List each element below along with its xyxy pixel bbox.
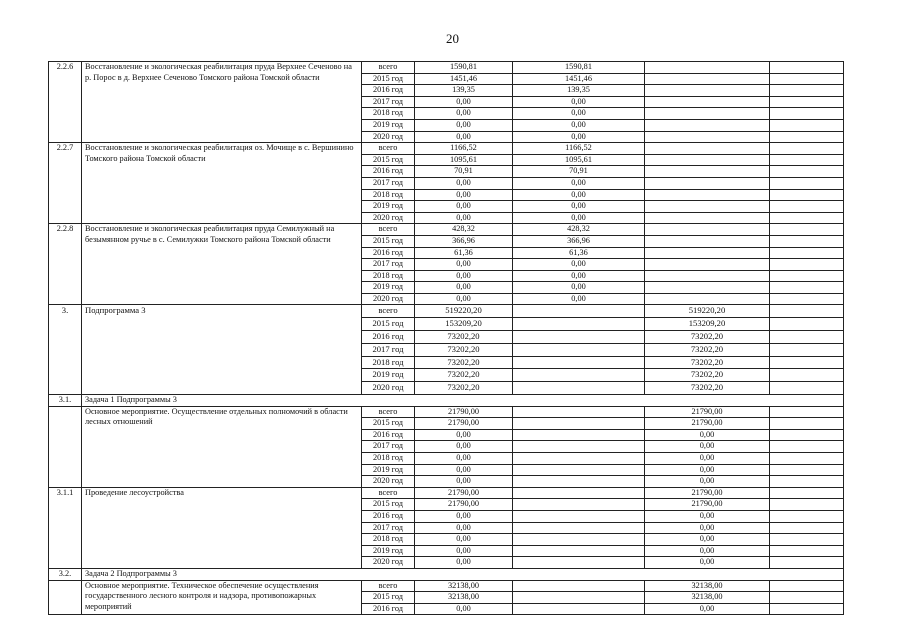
federal-budget-cell: 153209,20 [645, 318, 770, 331]
regional-budget-cell: 366,96 [513, 235, 645, 247]
regional-budget-cell [513, 603, 645, 615]
federal-budget-cell [645, 247, 770, 259]
regional-budget-cell [513, 557, 645, 569]
regional-budget-cell [513, 580, 645, 592]
item-code: 3.1.1 [49, 487, 82, 568]
regional-budget-cell [513, 534, 645, 546]
federal-budget-cell: 519220,20 [645, 305, 770, 318]
period-cell: 2018 год [362, 189, 415, 201]
federal-budget-cell [645, 189, 770, 201]
task-row [49, 568, 844, 580]
period-cell: 2020 год [362, 382, 415, 395]
total-cell: 0,00 [415, 259, 513, 271]
total-cell: 0,00 [415, 522, 513, 534]
total-cell: 0,00 [415, 510, 513, 522]
regional-budget-cell: 139,35 [513, 85, 645, 97]
regional-budget-cell: 1590,81 [513, 62, 645, 74]
federal-budget-cell [645, 96, 770, 108]
total-cell: 32138,00 [415, 580, 513, 592]
regional-budget-cell: 0,00 [513, 108, 645, 120]
regional-budget-cell [513, 418, 645, 430]
total-cell: 519220,20 [415, 305, 513, 318]
federal-budget-cell [645, 224, 770, 236]
other-cell [770, 189, 844, 201]
federal-budget-cell: 0,00 [645, 453, 770, 465]
total-cell: 0,00 [415, 108, 513, 120]
federal-budget-cell: 21790,00 [645, 499, 770, 511]
period-cell: 2015 год [362, 318, 415, 331]
period-cell: всего [362, 224, 415, 236]
table-row [49, 62, 844, 74]
period-cell: 2018 год [362, 108, 415, 120]
item-code [49, 580, 82, 615]
total-cell: 32138,00 [415, 592, 513, 604]
item-name: Подпрограмма 3 [82, 305, 362, 395]
federal-budget-cell: 73202,20 [645, 331, 770, 344]
regional-budget-cell [513, 369, 645, 382]
period-cell: 2019 год [362, 119, 415, 131]
other-cell [770, 592, 844, 604]
other-cell [770, 224, 844, 236]
period-cell: 2017 год [362, 343, 415, 356]
other-cell [770, 73, 844, 85]
other-cell [770, 108, 844, 120]
other-cell [770, 580, 844, 592]
regional-budget-cell [513, 499, 645, 511]
regional-budget-cell: 0,00 [513, 270, 645, 282]
total-cell: 0,00 [415, 557, 513, 569]
regional-budget-cell [513, 453, 645, 465]
other-cell [770, 201, 844, 213]
federal-budget-cell [645, 293, 770, 305]
other-cell [770, 235, 844, 247]
federal-budget-cell: 32138,00 [645, 580, 770, 592]
federal-budget-cell: 32138,00 [645, 592, 770, 604]
period-cell: 2017 год [362, 96, 415, 108]
total-cell: 1166,52 [415, 143, 513, 155]
total-cell: 0,00 [415, 453, 513, 465]
federal-budget-cell: 21790,00 [645, 487, 770, 499]
period-cell: 2018 год [362, 270, 415, 282]
total-cell: 0,00 [415, 212, 513, 224]
item-name: Основное мероприятие. Техническое обеспечение осуществления государственного лесного контроля и надзора, противопожарных мероприятий [82, 580, 362, 615]
regional-budget-cell [513, 406, 645, 418]
total-cell: 61,36 [415, 247, 513, 259]
total-cell: 0,00 [415, 131, 513, 143]
period-cell: 2019 год [362, 464, 415, 476]
other-cell [770, 282, 844, 294]
other-cell [770, 293, 844, 305]
total-cell: 153209,20 [415, 318, 513, 331]
period-cell: 2020 год [362, 476, 415, 488]
other-cell [770, 212, 844, 224]
item-code: 2.2.7 [49, 143, 82, 224]
period-cell: всего [362, 143, 415, 155]
period-cell: всего [362, 305, 415, 318]
other-cell [770, 247, 844, 259]
federal-budget-cell [645, 73, 770, 85]
other-cell [770, 331, 844, 344]
regional-budget-cell: 428,32 [513, 224, 645, 236]
regional-budget-cell: 0,00 [513, 259, 645, 271]
other-cell [770, 453, 844, 465]
federal-budget-cell: 0,00 [645, 603, 770, 615]
federal-budget-cell: 0,00 [645, 429, 770, 441]
total-cell: 73202,20 [415, 382, 513, 395]
federal-budget-cell [645, 154, 770, 166]
federal-budget-cell [645, 166, 770, 178]
total-cell: 73202,20 [415, 343, 513, 356]
other-cell [770, 305, 844, 318]
regional-budget-cell: 0,00 [513, 212, 645, 224]
task-title: Задача 2 Подпрограммы 3 [82, 568, 844, 580]
period-cell: 2015 год [362, 73, 415, 85]
total-cell: 1590,81 [415, 62, 513, 74]
other-cell [770, 356, 844, 369]
period-cell: 2015 год [362, 418, 415, 430]
total-cell: 0,00 [415, 429, 513, 441]
page-number: 20 [446, 31, 459, 46]
total-cell: 70,91 [415, 166, 513, 178]
other-cell [770, 177, 844, 189]
federal-budget-cell: 0,00 [645, 464, 770, 476]
federal-budget-cell [645, 108, 770, 120]
regional-budget-cell: 0,00 [513, 177, 645, 189]
other-cell [770, 85, 844, 97]
total-cell: 0,00 [415, 96, 513, 108]
regional-budget-cell: 0,00 [513, 131, 645, 143]
period-cell: 2017 год [362, 259, 415, 271]
table-row [49, 580, 844, 592]
period-cell: 2020 год [362, 557, 415, 569]
other-cell [770, 557, 844, 569]
regional-budget-cell: 70,91 [513, 166, 645, 178]
federal-budget-cell: 0,00 [645, 557, 770, 569]
total-cell: 21790,00 [415, 499, 513, 511]
federal-budget-cell [645, 85, 770, 97]
regional-budget-cell: 0,00 [513, 201, 645, 213]
federal-budget-cell [645, 259, 770, 271]
other-cell [770, 259, 844, 271]
other-cell [770, 131, 844, 143]
item-code: 3.1. [49, 395, 82, 407]
other-cell [770, 343, 844, 356]
other-cell [770, 406, 844, 418]
other-cell [770, 499, 844, 511]
period-cell: 2015 год [362, 154, 415, 166]
other-cell [770, 545, 844, 557]
regional-budget-cell: 0,00 [513, 189, 645, 201]
period-cell: всего [362, 580, 415, 592]
federal-budget-cell [645, 131, 770, 143]
period-cell: 2019 год [362, 545, 415, 557]
period-cell: 2017 год [362, 441, 415, 453]
table-body [49, 62, 844, 615]
period-cell: 2019 год [362, 201, 415, 213]
total-cell: 428,32 [415, 224, 513, 236]
federal-budget-cell [645, 270, 770, 282]
regional-budget-cell [513, 331, 645, 344]
total-cell: 139,35 [415, 85, 513, 97]
other-cell [770, 441, 844, 453]
table-row [49, 143, 844, 155]
total-cell: 0,00 [415, 119, 513, 131]
other-cell [770, 96, 844, 108]
period-cell: 2016 год [362, 166, 415, 178]
other-cell [770, 154, 844, 166]
item-code [49, 406, 82, 487]
regional-budget-cell [513, 510, 645, 522]
task-title: Задача 1 Подпрограммы 3 [82, 395, 844, 407]
other-cell [770, 166, 844, 178]
regional-budget-cell [513, 522, 645, 534]
period-cell: 2020 год [362, 131, 415, 143]
period-cell: 2017 год [362, 522, 415, 534]
regional-budget-cell: 0,00 [513, 96, 645, 108]
total-cell: 0,00 [415, 464, 513, 476]
federal-budget-cell [645, 282, 770, 294]
total-cell: 73202,20 [415, 369, 513, 382]
federal-budget-cell [645, 62, 770, 74]
item-code: 3.2. [49, 568, 82, 580]
federal-budget-cell: 73202,20 [645, 343, 770, 356]
other-cell [770, 62, 844, 74]
regional-budget-cell: 0,00 [513, 119, 645, 131]
total-cell: 73202,20 [415, 356, 513, 369]
federal-budget-cell: 73202,20 [645, 369, 770, 382]
period-cell: 2020 год [362, 293, 415, 305]
period-cell: 2018 год [362, 356, 415, 369]
regional-budget-cell: 0,00 [513, 282, 645, 294]
period-cell: 2018 год [362, 534, 415, 546]
other-cell [770, 143, 844, 155]
item-name: Основное мероприятие. Осуществление отдельных полномочий в области лесных отношений [82, 406, 362, 487]
regional-budget-cell: 1095,61 [513, 154, 645, 166]
other-cell [770, 270, 844, 282]
total-cell: 1095,61 [415, 154, 513, 166]
federal-budget-cell: 0,00 [645, 534, 770, 546]
period-cell: 2015 год [362, 499, 415, 511]
period-cell: 2019 год [362, 282, 415, 294]
other-cell [770, 487, 844, 499]
total-cell: 21790,00 [415, 418, 513, 430]
federal-budget-cell: 0,00 [645, 510, 770, 522]
regional-budget-cell: 61,36 [513, 247, 645, 259]
total-cell: 0,00 [415, 603, 513, 615]
other-cell [770, 476, 844, 488]
total-cell: 0,00 [415, 270, 513, 282]
other-cell [770, 318, 844, 331]
period-cell: 2018 год [362, 453, 415, 465]
total-cell: 0,00 [415, 282, 513, 294]
other-cell [770, 603, 844, 615]
total-cell: 0,00 [415, 534, 513, 546]
federal-budget-cell: 0,00 [645, 522, 770, 534]
regional-budget-cell [513, 487, 645, 499]
regional-budget-cell [513, 429, 645, 441]
federal-budget-cell: 73202,20 [645, 382, 770, 395]
federal-budget-cell: 73202,20 [645, 356, 770, 369]
period-cell: 2016 год [362, 85, 415, 97]
item-code: 2.2.6 [49, 62, 82, 143]
other-cell [770, 510, 844, 522]
other-cell [770, 369, 844, 382]
regional-budget-cell [513, 356, 645, 369]
item-name: Восстановление и экологическая реабилитация пруда Верхнее Сеченово на р. Порос в д. Верхнее Сеченово Томского района Томской области [82, 62, 362, 143]
total-cell: 0,00 [415, 441, 513, 453]
item-name: Восстановление и экологическая реабилитация оз. Мочище в с. Вершинино Томского района Томской области [82, 143, 362, 224]
regional-budget-cell: 1166,52 [513, 143, 645, 155]
federal-budget-cell [645, 212, 770, 224]
other-cell [770, 418, 844, 430]
total-cell: 0,00 [415, 201, 513, 213]
item-code: 2.2.8 [49, 224, 82, 305]
other-cell [770, 429, 844, 441]
regional-budget-cell [513, 305, 645, 318]
federal-budget-cell [645, 177, 770, 189]
total-cell: 366,96 [415, 235, 513, 247]
period-cell: 2015 год [362, 592, 415, 604]
period-cell: 2016 год [362, 247, 415, 259]
item-name: Восстановление и экологическая реабилитация пруда Семилужный на безымянном ручье в с. Семилужки Томского района Томской области [82, 224, 362, 305]
regional-budget-cell [513, 441, 645, 453]
period-cell: всего [362, 62, 415, 74]
federal-budget-cell [645, 201, 770, 213]
regional-budget-cell [513, 318, 645, 331]
period-cell: 2019 год [362, 369, 415, 382]
total-cell: 21790,00 [415, 487, 513, 499]
other-cell [770, 382, 844, 395]
other-cell [770, 119, 844, 131]
period-cell: 2016 год [362, 603, 415, 615]
regional-budget-cell [513, 476, 645, 488]
period-cell: 2020 год [362, 212, 415, 224]
item-code: 3. [49, 305, 82, 395]
regional-budget-cell [513, 592, 645, 604]
period-cell: 2016 год [362, 510, 415, 522]
federal-budget-cell: 0,00 [645, 476, 770, 488]
other-cell [770, 464, 844, 476]
period-cell: всего [362, 487, 415, 499]
task-row [49, 395, 844, 407]
period-cell: 2015 год [362, 235, 415, 247]
period-cell: всего [362, 406, 415, 418]
federal-budget-cell: 0,00 [645, 545, 770, 557]
federal-budget-cell [645, 143, 770, 155]
total-cell: 1451,46 [415, 73, 513, 85]
total-cell: 21790,00 [415, 406, 513, 418]
regional-budget-cell [513, 545, 645, 557]
table-row [49, 224, 844, 236]
federal-budget-cell: 21790,00 [645, 418, 770, 430]
regional-budget-cell: 0,00 [513, 293, 645, 305]
other-cell [770, 522, 844, 534]
table-row [49, 487, 844, 499]
period-cell: 2016 год [362, 331, 415, 344]
federal-budget-cell [645, 235, 770, 247]
table-row [49, 305, 844, 318]
budget-table [48, 61, 844, 615]
total-cell: 0,00 [415, 476, 513, 488]
item-name: Проведение лесоустройства [82, 487, 362, 568]
total-cell: 73202,20 [415, 331, 513, 344]
federal-budget-cell: 21790,00 [645, 406, 770, 418]
other-cell [770, 534, 844, 546]
total-cell: 0,00 [415, 293, 513, 305]
regional-budget-cell [513, 464, 645, 476]
federal-budget-cell [645, 119, 770, 131]
total-cell: 0,00 [415, 177, 513, 189]
table-row [49, 406, 844, 418]
period-cell: 2016 год [362, 429, 415, 441]
regional-budget-cell: 1451,46 [513, 73, 645, 85]
regional-budget-cell [513, 343, 645, 356]
total-cell: 0,00 [415, 189, 513, 201]
period-cell: 2017 год [362, 177, 415, 189]
total-cell: 0,00 [415, 545, 513, 557]
regional-budget-cell [513, 382, 645, 395]
federal-budget-cell: 0,00 [645, 441, 770, 453]
